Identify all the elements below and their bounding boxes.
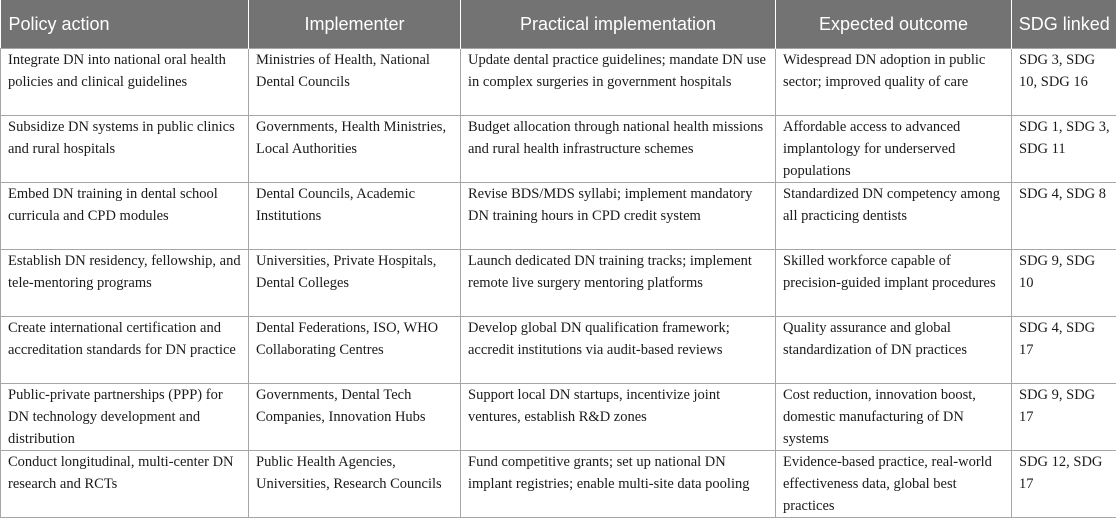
cell-implementer: Public Health Agencies, Universities, Research Councils [249, 451, 461, 518]
table-row [1, 250, 1116, 317]
cell-policy-action: Establish DN residency, fellowship, and tele-mentoring programs [1, 250, 249, 317]
header-expected-outcome: Expected outcome [776, 0, 1012, 49]
cell-practical-implementation: Update dental practice guidelines; mandate DN use in complex surgeries in government hospitals [461, 49, 776, 116]
cell-expected-outcome: Cost reduction, innovation boost, domestic manufacturing of DN systems [776, 384, 1012, 451]
table-row [1, 49, 1116, 116]
cell-implementer: Governments, Health Ministries, Local Authorities [249, 116, 461, 183]
header-implementer: Implementer [249, 0, 461, 49]
cell-policy-action: Public-private partnerships (PPP) for DN technology development and distribution [1, 384, 249, 451]
table-row [1, 183, 1116, 250]
cell-practical-implementation: Fund competitive grants; set up national DN implant registries; enable multi-site data pooling [461, 451, 776, 518]
cell-implementer: Universities, Private Hospitals, Dental Colleges [249, 250, 461, 317]
cell-sdg-linked: SDG 4, SDG 17 [1012, 317, 1116, 384]
table-row [1, 317, 1116, 384]
cell-expected-outcome: Affordable access to advanced implantology for underserved populations [776, 116, 1012, 183]
cell-expected-outcome: Skilled workforce capable of precision-guided implant procedures [776, 250, 1012, 317]
cell-policy-action: Subsidize DN systems in public clinics and rural hospitals [1, 116, 249, 183]
header-policy-action: Policy action [1, 0, 249, 49]
cell-implementer: Dental Councils, Academic Institutions [249, 183, 461, 250]
cell-implementer: Ministries of Health, National Dental Councils [249, 49, 461, 116]
cell-policy-action: Create international certification and accreditation standards for DN practice [1, 317, 249, 384]
header-practical-implementation: Practical implementation [461, 0, 776, 49]
cell-sdg-linked: SDG 1, SDG 3, SDG 11 [1012, 116, 1116, 183]
cell-expected-outcome: Standardized DN competency among all practicing dentists [776, 183, 1012, 250]
table-row [1, 116, 1116, 183]
cell-policy-action: Embed DN training in dental school curricula and CPD modules [1, 183, 249, 250]
cell-implementer: Dental Federations, ISO, WHO Collaborating Centres [249, 317, 461, 384]
cell-practical-implementation: Launch dedicated DN training tracks; implement remote live surgery mentoring platforms [461, 250, 776, 317]
cell-policy-action: Conduct longitudinal, multi-center DN research and RCTs [1, 451, 249, 518]
header-row [1, 0, 1116, 49]
cell-practical-implementation: Support local DN startups, incentivize joint ventures, establish R&D zones [461, 384, 776, 451]
table-row [1, 451, 1116, 518]
cell-practical-implementation: Develop global DN qualification framework; accredit institutions via audit-based reviews [461, 317, 776, 384]
cell-policy-action: Integrate DN into national oral health policies and clinical guidelines [1, 49, 249, 116]
cell-practical-implementation: Revise BDS/MDS syllabi; implement mandatory DN training hours in CPD credit system [461, 183, 776, 250]
cell-sdg-linked: SDG 9, SDG 17 [1012, 384, 1116, 451]
cell-expected-outcome: Evidence-based practice, real-world effectiveness data, global best practices [776, 451, 1012, 518]
cell-practical-implementation: Budget allocation through national health missions and rural health infrastructure schemes [461, 116, 776, 183]
cell-sdg-linked: SDG 4, SDG 8 [1012, 183, 1116, 250]
cell-expected-outcome: Widespread DN adoption in public sector; improved quality of care [776, 49, 1012, 116]
table-row [1, 384, 1116, 451]
cell-expected-outcome: Quality assurance and global standardization of DN practices [776, 317, 1012, 384]
cell-sdg-linked: SDG 12, SDG 17 [1012, 451, 1116, 518]
cell-sdg-linked: SDG 9, SDG 10 [1012, 250, 1116, 317]
header-sdg-linked: SDG linked [1012, 0, 1116, 49]
cell-sdg-linked: SDG 3, SDG 10, SDG 16 [1012, 49, 1116, 116]
cell-implementer: Governments, Dental Tech Companies, Innovation Hubs [249, 384, 461, 451]
